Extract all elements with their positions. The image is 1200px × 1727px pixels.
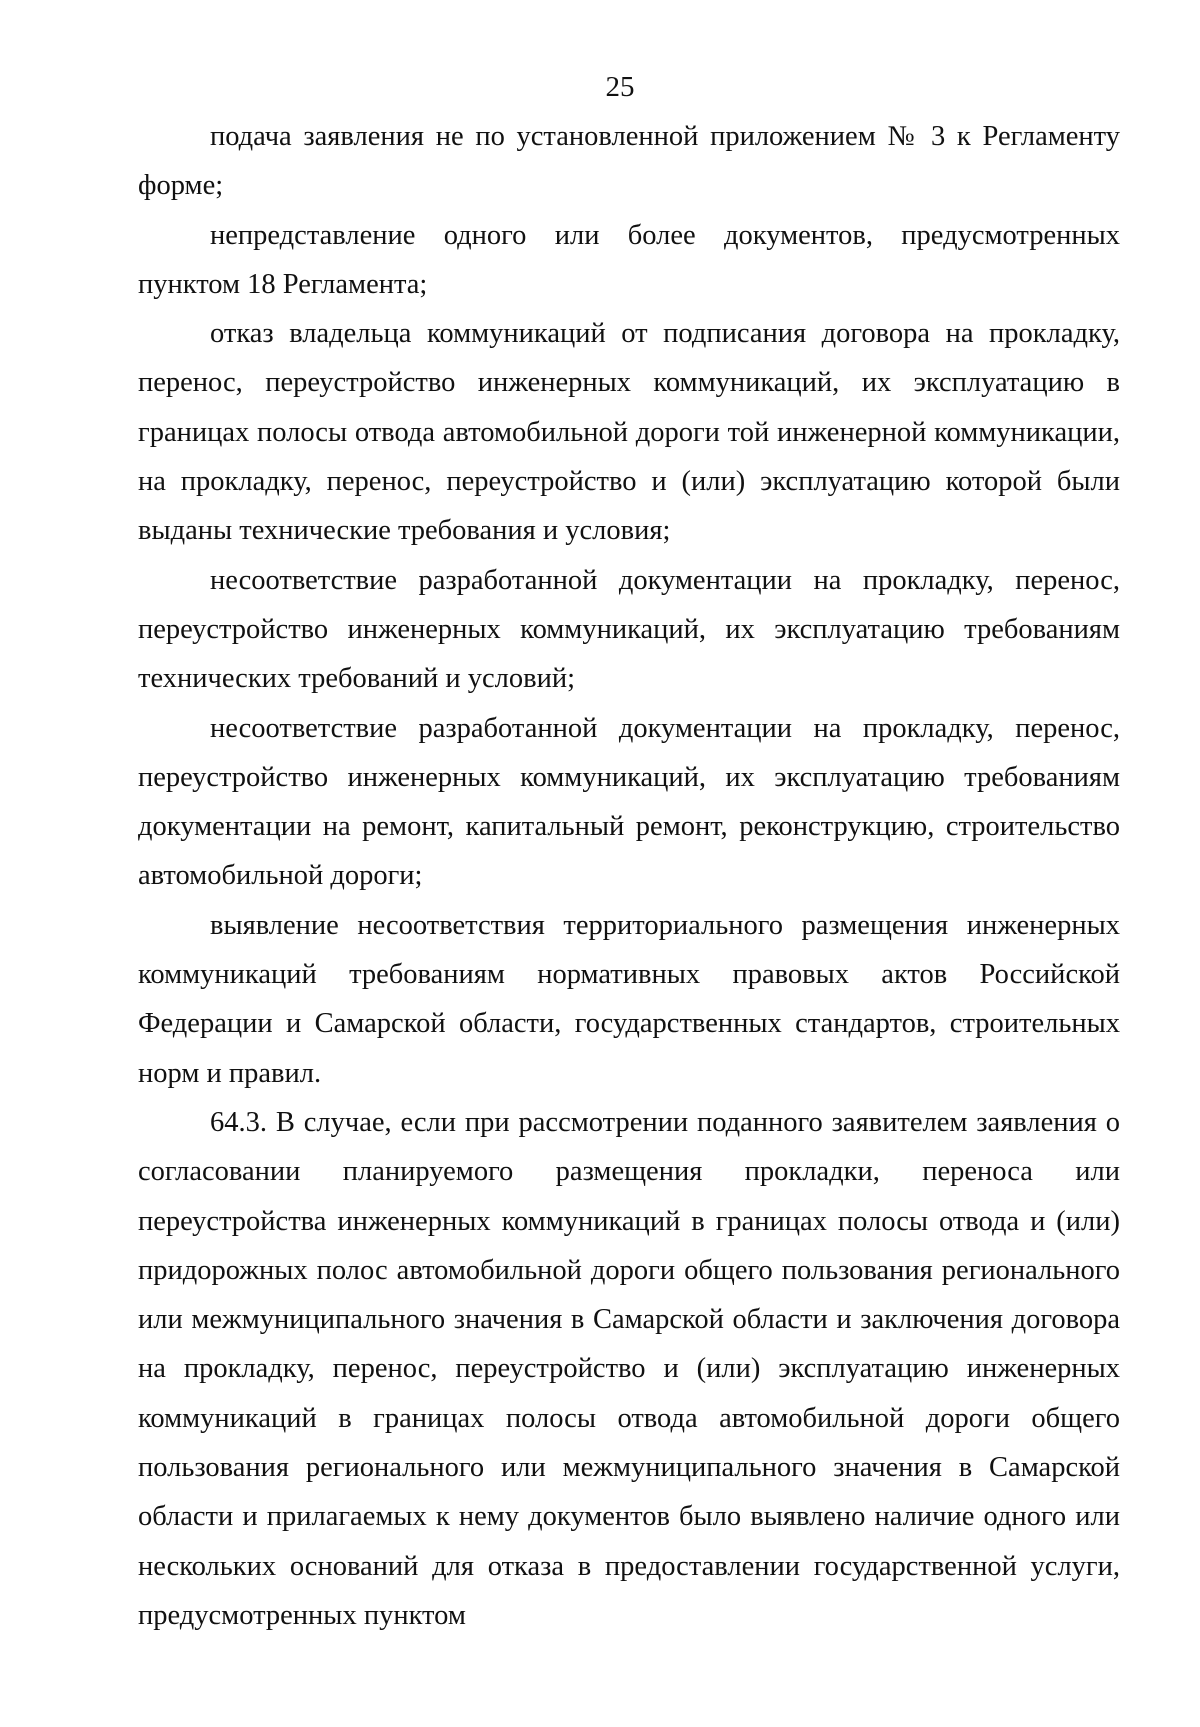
paragraph-regulatory-mismatch: выявление несоответствия территориального размещения инженерных коммуникаций требованиям нормативных правовых актов Российской Федерации и Самарской области, государственных стандартов, строительных норм и правил. xyxy=(138,909,1120,1089)
paragraph-technical-requirements-mismatch: несоответствие разработанной документации на прокладку, перенос, переустройство инженерных коммуникаций, их эксплуатацию требованиям технических требований и условий; xyxy=(138,564,1120,695)
page-number: 25 xyxy=(605,71,635,103)
paragraph-road-documentation-mismatch: несоответствие разработанной документации на прокладку, перенос, переустройство инженерных коммуникаций, их эксплуатацию требованиям документации на ремонт, капитальный ремонт, реконструкцию, строительство автомобильной дороги; xyxy=(138,712,1120,892)
document-body xyxy=(138,112,1120,1640)
paragraph-owner-refusal: отказ владельца коммуникаций от подписания договора на прокладку, перенос, переустройство инженерных коммуникаций, их эксплуатацию в границах полосы отвода автомобильной дороги той инженерной коммуникации, на прокладку, перенос, переустройство и (или) эксплуатацию которой были выданы технические требования и условия; xyxy=(138,318,1120,547)
paragraph-incorrect-form: подача заявления не по установленной приложением № 3 к Регламенту форме; xyxy=(138,121,1120,202)
paragraph-missing-documents: непредставление одного или более документов, предусмотренных пунктом 18 Регламента; xyxy=(138,219,1120,300)
paragraph-64-3: 64.3. В случае, если при рассмотрении поданного заявителем заявления о согласовании планируемого размещения прокладки, переноса или переустройства инженерных коммуникаций в границах полосы отвода и (или) придорожных полос автомобильной дороги общего пользования регионального или межмуниципального значения в Самарской области и заключения договора на прокладку, перенос, переустройство и (или) эксплуатацию инженерных коммуникаций в границах полосы отвода автомобильной дороги общего пользования регионального или межмуниципального значения в Самарской области и прилагаемых к нему документов было выявлено наличие одного или нескольких оснований для отказа в предоставлении государственной услуги, предусмотренных пунктом xyxy=(138,1106,1120,1631)
